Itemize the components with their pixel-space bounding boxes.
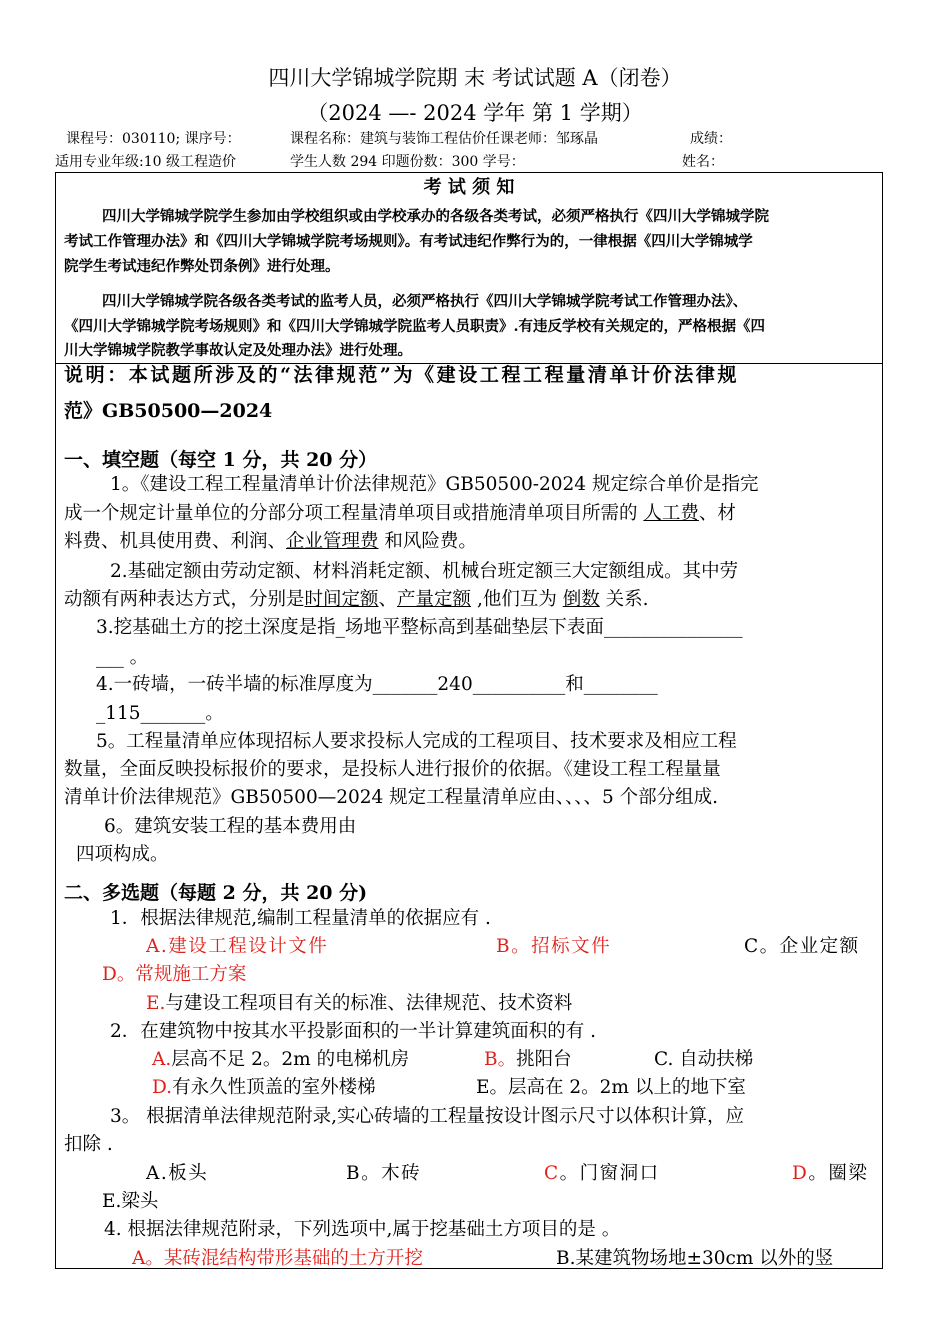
- name-label: 姓名：: [682, 154, 724, 170]
- mc-q3-option-d: [792, 1161, 868, 1187]
- course-number: 课程号：030110; 课序号：: [66, 131, 241, 147]
- mc-q1-option-d: D。常规施工方案: [102, 964, 247, 985]
- mc-q4: 4. 根据法律规范附录，下列选项中,属于挖基础土方项目的是 。: [104, 1219, 621, 1240]
- q3-line1: 3.挖基础土方的挖土深度是指_场地平整标高到基础垫层下表面_______________: [96, 617, 743, 638]
- q1-line2: [64, 501, 736, 527]
- answer-reciprocal: 倒数: [562, 589, 600, 610]
- exam-box: [55, 172, 883, 1269]
- q1-text: 料费、机具使用费、利润、: [64, 531, 287, 552]
- q2-text: 、: [378, 589, 398, 610]
- major-label: 适用专业年级:10 级工程造价: [55, 154, 236, 170]
- mc-q2-option-b: [484, 1047, 572, 1073]
- q6-line1: 6。建筑安装工程的基本费用由: [104, 816, 357, 837]
- course-name: 课程名称：建筑与装饰工程估价任课老师：邹琢晶: [290, 131, 598, 147]
- mc-q2-option-d: [152, 1075, 376, 1101]
- mc-q1-option-e: [146, 991, 572, 1017]
- mc-q1: 1．根据法律规范,编制工程量清单的依据应有 .: [110, 908, 491, 929]
- option-letter: D.: [152, 1077, 173, 1098]
- q2-line2: [64, 587, 649, 613]
- q2-line1: 2.基础定额由劳动定额、材料消耗定额、机械台班定额三大定额组成。其中劳: [110, 561, 739, 582]
- q4-line1: 4.一砖墙，一砖半墙的标准厚度为_______240__________和________: [96, 674, 658, 695]
- answer-management-fee: 企业管理费: [286, 531, 379, 552]
- mc-q2-option-a: [152, 1047, 409, 1073]
- mc-q3-option-b: B。木砖: [346, 1163, 422, 1184]
- mc-q3-option-e: E.梁头: [102, 1191, 159, 1212]
- option-letter: D: [792, 1163, 809, 1184]
- mc-q2: 2．在建筑物中按其水平投影面积的一半计算建筑面积的有 .: [110, 1021, 597, 1042]
- mc-q3-option-a: A.板头: [146, 1163, 209, 1184]
- mc-q1-option-a: A.建设工程设计文件: [146, 936, 329, 957]
- q1-line3: [64, 529, 477, 555]
- notice-p2-line2: 《四川大学锦城学院考场规则》和《四川大学锦城学院监考人员职责》.有违反学校有关规定的，严格根据《四: [64, 318, 766, 335]
- mc-q3-line2: 扣除 .: [64, 1134, 113, 1155]
- exam-term: （2024 —- 2024 学年 第 1 学期）: [307, 101, 643, 125]
- mc-q1-option-c: C。企业定额: [744, 936, 860, 957]
- q1-text: 成一个规定计量单位的分部分项工程量清单项目或措施清单项目所需的: [64, 503, 644, 524]
- mc-q4-option-a: A。某砖混结构带形基础的土方开挖: [132, 1248, 423, 1269]
- notice-p1-line1: 四川大学锦城学院学生参加由学校组织或由学校承办的各级各类考试，必须严格执行《四川大学锦城学院: [102, 208, 769, 225]
- notice-p2-line1: 四川大学锦城学院各级各类考试的监考人员，必须严格执行《四川大学锦城学院考试工作管理办法》、: [102, 293, 748, 310]
- option-letter: E.: [146, 993, 166, 1014]
- mc-q1-option-b: B。招标文件: [496, 936, 612, 957]
- mc-q3-option-c-text: 。门窗洞口: [559, 1163, 660, 1184]
- mc-q2-option-a-text: 层高不足 2。2m 的电梯机房: [171, 1049, 410, 1070]
- student-count: 学生人数 294 印题份数：300 学号：: [290, 154, 525, 170]
- mc-q2-option-c: C. 自动扶梯: [654, 1049, 754, 1070]
- mc-q3-option-d-text: 。圈梁: [808, 1163, 869, 1184]
- q5-line2: 数量，全面反映投标报价的要求，是投标人进行报价的依据。《建设工程工程量量: [64, 759, 721, 780]
- q5-line1: 5。工程量清单应体现招标人要求投标人完成的工程项目、技术要求及相应工程: [96, 731, 737, 752]
- q3-line2: ___ 。: [96, 647, 149, 668]
- q2-text: 关系.: [599, 589, 649, 610]
- notice-title: 考 试 须 知: [423, 177, 515, 198]
- option-letter: A.: [152, 1049, 172, 1070]
- notice-p1-line3: 院学生考试违纪作弊处罚条例》进行处理。: [64, 258, 340, 275]
- mc-q3-option-c: [544, 1161, 660, 1187]
- q6-line2: 四项构成。: [76, 844, 169, 865]
- answer-time-quota: 时间定额: [304, 589, 379, 610]
- q4-line2: _115_______。: [96, 703, 224, 724]
- section1-heading: 一、填空题（每空 1 分，共 20 分）: [64, 449, 378, 471]
- explain-line2: 范》GB50500—2024: [64, 400, 273, 422]
- mc-q2-option-d-text: 有永久性顶盖的室外楼梯: [172, 1077, 376, 1098]
- mc-q2-option-e: E。层高在 2。2m 以上的地下室: [476, 1077, 746, 1098]
- q1-line1: 1。《建设工程工程量清单计价法律规范》GB50500-2024 规定综合单价是指完: [110, 474, 759, 495]
- notice-p1-line2: 考试工作管理办法》和《四川大学锦城学院考场规则》。有考试违纪作弊行为的，一律根据《四川大学锦城学: [64, 233, 753, 250]
- explain-line1: 说明：本试题所涉及的“法律规范”为《建设工程工程量清单计价法律规: [64, 364, 740, 386]
- exam-title: 四川大学锦城学院期 末 考试试题 A（闭卷）: [268, 66, 682, 90]
- section2-heading: 二、多选题（每题 2 分，共 20 分): [64, 882, 368, 904]
- mc-q4-option-b: B.某建筑物场地±30cm 以外的竖: [556, 1248, 834, 1269]
- q2-text: 动额有两种表达方式，分别是: [64, 589, 305, 610]
- option-letter: C: [544, 1163, 560, 1184]
- option-letter: B。: [484, 1049, 517, 1070]
- q2-text: ,他们互为: [471, 589, 563, 610]
- answer-output-quota: 产量定额: [397, 589, 472, 610]
- mc-q2-option-b-text: 挑阳台: [516, 1049, 572, 1070]
- score-label: 成绩：: [690, 131, 732, 147]
- q1-text: 、材: [698, 503, 736, 524]
- notice-p2-line3: 川大学锦城学院教学事故认定及处理办法》进行处理。: [64, 342, 412, 359]
- mc-q3-line1: 3。 根据清单法律规范附录,实心砖墙的工程量按设计图示尺寸以体积计算，应: [110, 1106, 745, 1127]
- mc-q1-option-e-text: 与建设工程项目有关的标准、法律规范、技术资料: [165, 993, 573, 1014]
- q5-line3: 清单计价法律规范》GB50500—2024 规定工程量清单应由、、、、5 个部分组成.: [64, 787, 718, 808]
- q1-text: 和风险费。: [378, 531, 477, 552]
- answer-labor-cost: 人工费: [643, 503, 699, 524]
